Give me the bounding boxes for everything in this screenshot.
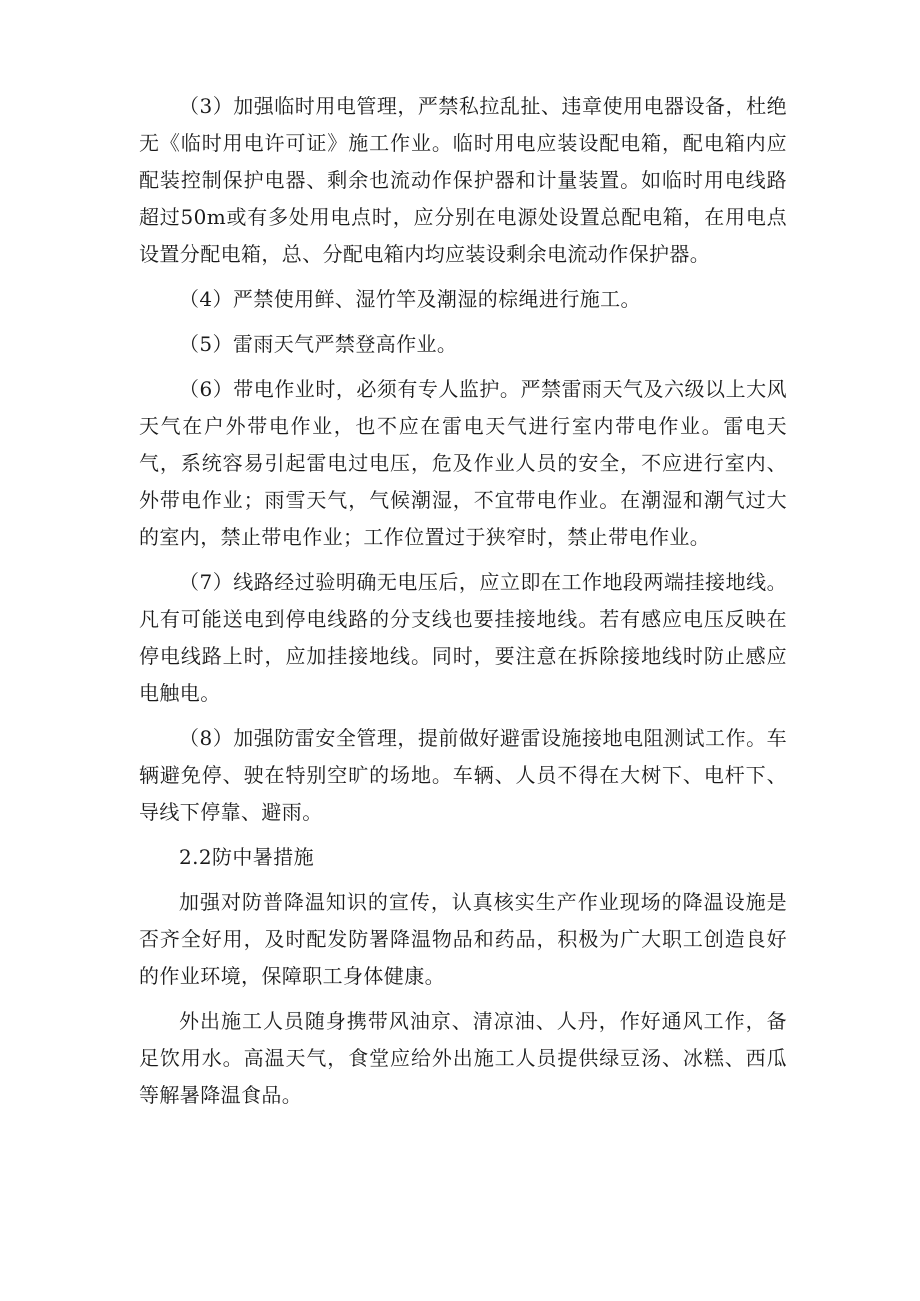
paragraph-item-7: （7）线路经过验明确无电压后，应立即在工作地段两端挂接地线。凡有可能送电到停电线路的分支线也要挂接地线。若有感应电压反映在停电线路上时，应加挂接地线。同时，要注意在拆除接地线时防止感应电触电。 xyxy=(139,570,787,705)
paragraph-item-6: （6）带电作业时，必须有专人监护。严禁雷雨天气及六级以上大风天气在户外带电作业，也不应在雷电天气进行室内带电作业。雷电天气，系统容易引起雷电过电压，危及作业人员的安全，不应进行室内、外带电作业；雨雪天气，气候潮湿，不宜带电作业。在潮湿和潮气过大的室内，禁止带电作业；工作位置过于狭窄时，禁止带电作业。 xyxy=(139,377,787,549)
paragraph-item-8: （8）加强防雷安全管理，提前做好避雷设施接地电阻测试工作。车辆避免停、驶在特别空旷的场地。车辆、人员不得在大树下、电杆下、导线下停靠、避雨。 xyxy=(139,726,787,824)
section-paragraph-1: 加强对防普降温知识的宣传，认真核实生产作业现场的降温设施是否齐全好用，及时配发防署降温物品和药品，积极为广大职工创造良好的作业环境，保障职工身体健康。 xyxy=(139,890,787,988)
paragraph-item-4: （4）严禁使用鲜、湿竹竿及潮湿的棕绳进行施工。 xyxy=(179,287,641,311)
document-body xyxy=(139,88,787,1122)
section-paragraph-2: 外出施工人员随身携带风油京、清凉油、人丹，作好通风工作，备足饮用水。高温天气，食堂应给外出施工人员提供绿豆汤、冰糕、西瓜等解暑降温食品。 xyxy=(139,1009,787,1107)
section-heading: 2.2防中暑措施 xyxy=(179,845,315,869)
paragraph-item-3: （3）加强临时用电管理，严禁私拉乱扯、违章使用电器设备，杜绝无《临时用电许可证》施工作业。临时用电应装设配电箱，配电箱内应配装控制保护电器、剩余也流动作保护器和计量装置。如临时用电线路超过50m或有多处用电点时，应分别在电源处设置总配电箱，在用电点设置分配电箱，总、分配电箱内均应装设剩余电流动作保护器。 xyxy=(139,94,787,266)
paragraph-item-5: （5）雷雨天气严禁登高作业。 xyxy=(179,332,458,356)
